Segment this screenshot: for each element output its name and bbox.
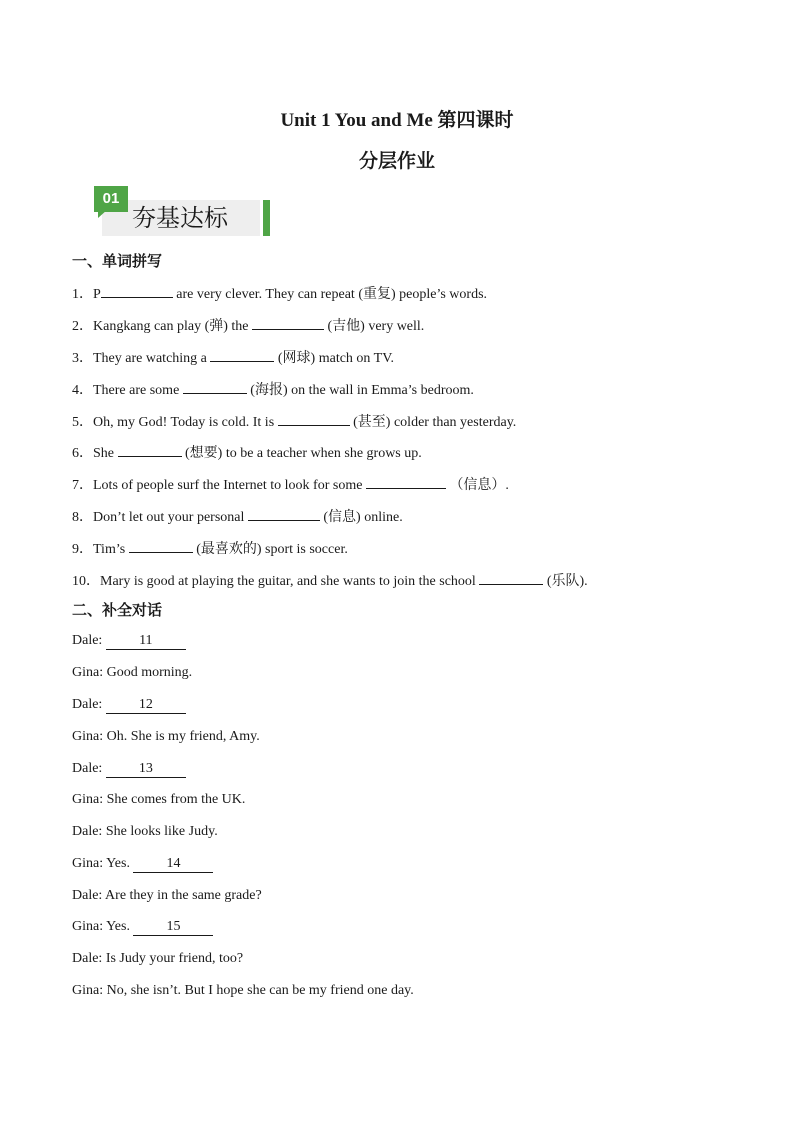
question-text-before: 2．Kangkang can play (弹) the bbox=[72, 319, 252, 334]
dialogue-text: Gina: She comes from the UK. bbox=[72, 792, 246, 807]
answer-blank[interactable] bbox=[479, 570, 543, 585]
spelling-question bbox=[72, 379, 474, 400]
dialogue-text: Dale: Is Judy your friend, too? bbox=[72, 951, 244, 966]
answer-blank[interactable] bbox=[278, 411, 350, 426]
dialogue-text: Gina: Yes. bbox=[72, 919, 134, 934]
question-text-after: (乐队). bbox=[543, 574, 588, 589]
spelling-question bbox=[72, 315, 424, 336]
dialogue-blank[interactable]: 15 bbox=[133, 919, 213, 936]
dialogue-line bbox=[72, 791, 245, 809]
badge-number: 01 bbox=[94, 186, 128, 212]
spelling-question bbox=[72, 506, 403, 527]
question-text-before: 6．She bbox=[72, 446, 118, 461]
badge-label: 夯基达标 bbox=[132, 204, 228, 232]
question-text-after: (网球) match on TV. bbox=[274, 351, 395, 366]
dialogue-text: Gina: Oh. She is my friend, Amy. bbox=[72, 729, 260, 744]
dialogue-line bbox=[72, 760, 186, 778]
dialogue-line bbox=[72, 950, 243, 968]
page-subtitle: 分层作业 bbox=[358, 151, 435, 172]
question-text-before: 5．Oh, my God! Today is cold. It is bbox=[72, 415, 278, 430]
dialogue-line bbox=[72, 918, 213, 936]
dialogue-text: Gina: No, she isn’t. But I hope she can be my friend one day. bbox=[72, 983, 414, 998]
question-text-after: (最喜欢的) sport is soccer. bbox=[192, 542, 348, 557]
dialogue-line bbox=[72, 982, 414, 1000]
answer-blank[interactable] bbox=[129, 538, 193, 553]
question-text-after: (海报) on the wall in Emma’s bedroom. bbox=[246, 383, 474, 398]
answer-blank[interactable] bbox=[118, 442, 182, 457]
question-text-after: (信息) online. bbox=[319, 510, 403, 525]
dialogue-text: Gina: Yes. bbox=[72, 856, 134, 871]
page-title: Unit 1 You and Me 第四课时 bbox=[280, 110, 514, 131]
dialogue-text: Gina: Good morning. bbox=[72, 665, 193, 680]
spelling-question bbox=[72, 570, 588, 591]
spelling-question bbox=[72, 474, 509, 495]
dialogue-line bbox=[72, 632, 186, 650]
dialogue-text: Dale: bbox=[72, 697, 106, 712]
answer-blank[interactable] bbox=[183, 379, 247, 394]
spelling-question bbox=[72, 538, 348, 559]
badge-accent-bar bbox=[263, 200, 270, 236]
question-text-before: 10．Mary is good at playing the guitar, and she wants to join the school bbox=[72, 574, 480, 589]
dialogue-blank[interactable]: 13 bbox=[106, 761, 186, 778]
section-badge bbox=[86, 184, 272, 238]
dialogue-text: Dale: bbox=[72, 633, 106, 648]
question-text-before: 9．Tim’s bbox=[72, 542, 129, 557]
question-text-before: 8．Don’t let out your personal bbox=[72, 510, 248, 525]
question-text-before: 3．They are watching a bbox=[72, 351, 211, 366]
question-text-after: (甚至) colder than yesterday. bbox=[349, 415, 517, 430]
spelling-question bbox=[72, 411, 516, 432]
answer-blank[interactable] bbox=[366, 474, 446, 489]
answer-blank[interactable] bbox=[248, 506, 320, 521]
question-text-before: 1．P bbox=[72, 287, 101, 302]
dialogue-line bbox=[72, 855, 213, 873]
section-heading-dialogue: 二、补全对话 bbox=[72, 601, 163, 619]
question-text-after: are very clever. They can repeat (重复) people’s words. bbox=[172, 287, 488, 302]
answer-blank[interactable] bbox=[210, 347, 274, 362]
dialogue-line bbox=[72, 823, 218, 841]
dialogue-blank[interactable]: 14 bbox=[133, 856, 213, 873]
dialogue-line bbox=[72, 887, 262, 905]
question-text-after: (想要) to be a teacher when she grows up. bbox=[181, 446, 422, 461]
answer-blank[interactable] bbox=[101, 283, 173, 298]
dialogue-blank[interactable]: 12 bbox=[106, 697, 186, 714]
question-text-before: 7．Lots of people surf the Internet to look for some bbox=[72, 478, 366, 493]
dialogue-line bbox=[72, 696, 186, 714]
dialogue-text: Dale: bbox=[72, 761, 106, 776]
spelling-question bbox=[72, 442, 422, 463]
dialogue-blank[interactable]: 11 bbox=[106, 633, 186, 650]
section-heading-spelling: 一、单词拼写 bbox=[72, 252, 163, 270]
answer-blank[interactable] bbox=[252, 315, 324, 330]
dialogue-line bbox=[72, 728, 260, 746]
question-text-after: (吉他) very well. bbox=[324, 319, 425, 334]
spelling-question bbox=[72, 347, 394, 368]
question-text-after: （信息）. bbox=[445, 478, 509, 493]
dialogue-text: Dale: Are they in the same grade? bbox=[72, 888, 262, 903]
dialogue-text: Dale: She looks like Judy. bbox=[72, 824, 218, 839]
dialogue-line bbox=[72, 664, 192, 682]
spelling-question bbox=[72, 283, 487, 304]
question-text-before: 4．There are some bbox=[72, 383, 183, 398]
